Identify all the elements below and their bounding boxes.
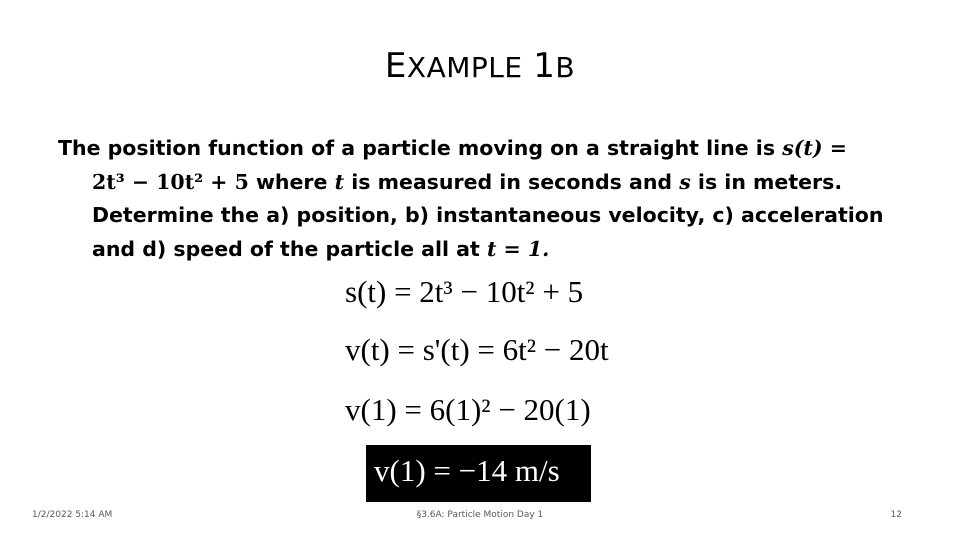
problem-line-4: and d) speed of the particle all at t = 1. bbox=[92, 236, 550, 261]
equation-position: s(t) = 2t³ − 10t² + 5 bbox=[345, 274, 584, 309]
problem-line-2: 2t³ − 10t² + 5 where t is measured in seconds and s is in meters. bbox=[92, 169, 843, 194]
problem-statement bbox=[58, 132, 888, 266]
slide-title bbox=[0, 46, 960, 86]
position-function-expression: 2t³ − 10t² + 5 bbox=[92, 169, 249, 194]
title-suffix: B bbox=[555, 51, 576, 84]
footer-date: 1/2/2022 5:14 AM bbox=[32, 510, 113, 520]
position-function-label: s(t) = bbox=[782, 136, 847, 160]
title-rest: XAMPLE bbox=[406, 51, 523, 84]
title-first-letter: E bbox=[384, 46, 407, 86]
title-number: 1 bbox=[533, 46, 556, 86]
equation-velocity-at-1: v(1) = 6(1)² − 20(1) bbox=[345, 392, 591, 427]
answer-equation: v(1) = −14 m/s bbox=[374, 453, 560, 488]
footer-page-number: 12 bbox=[890, 510, 902, 520]
problem-line-3: Determine the a) position, b) instantaneous velocity, c) acceleration bbox=[92, 203, 884, 227]
problem-line-1: The position function of a particle moving on a straight line is s(t) = bbox=[58, 136, 847, 160]
footer-section: §3.6A: Particle Motion Day 1 bbox=[416, 510, 544, 520]
equation-velocity: v(t) = s'(t) = 6t² − 20t bbox=[345, 332, 609, 367]
answer-box bbox=[366, 445, 591, 502]
